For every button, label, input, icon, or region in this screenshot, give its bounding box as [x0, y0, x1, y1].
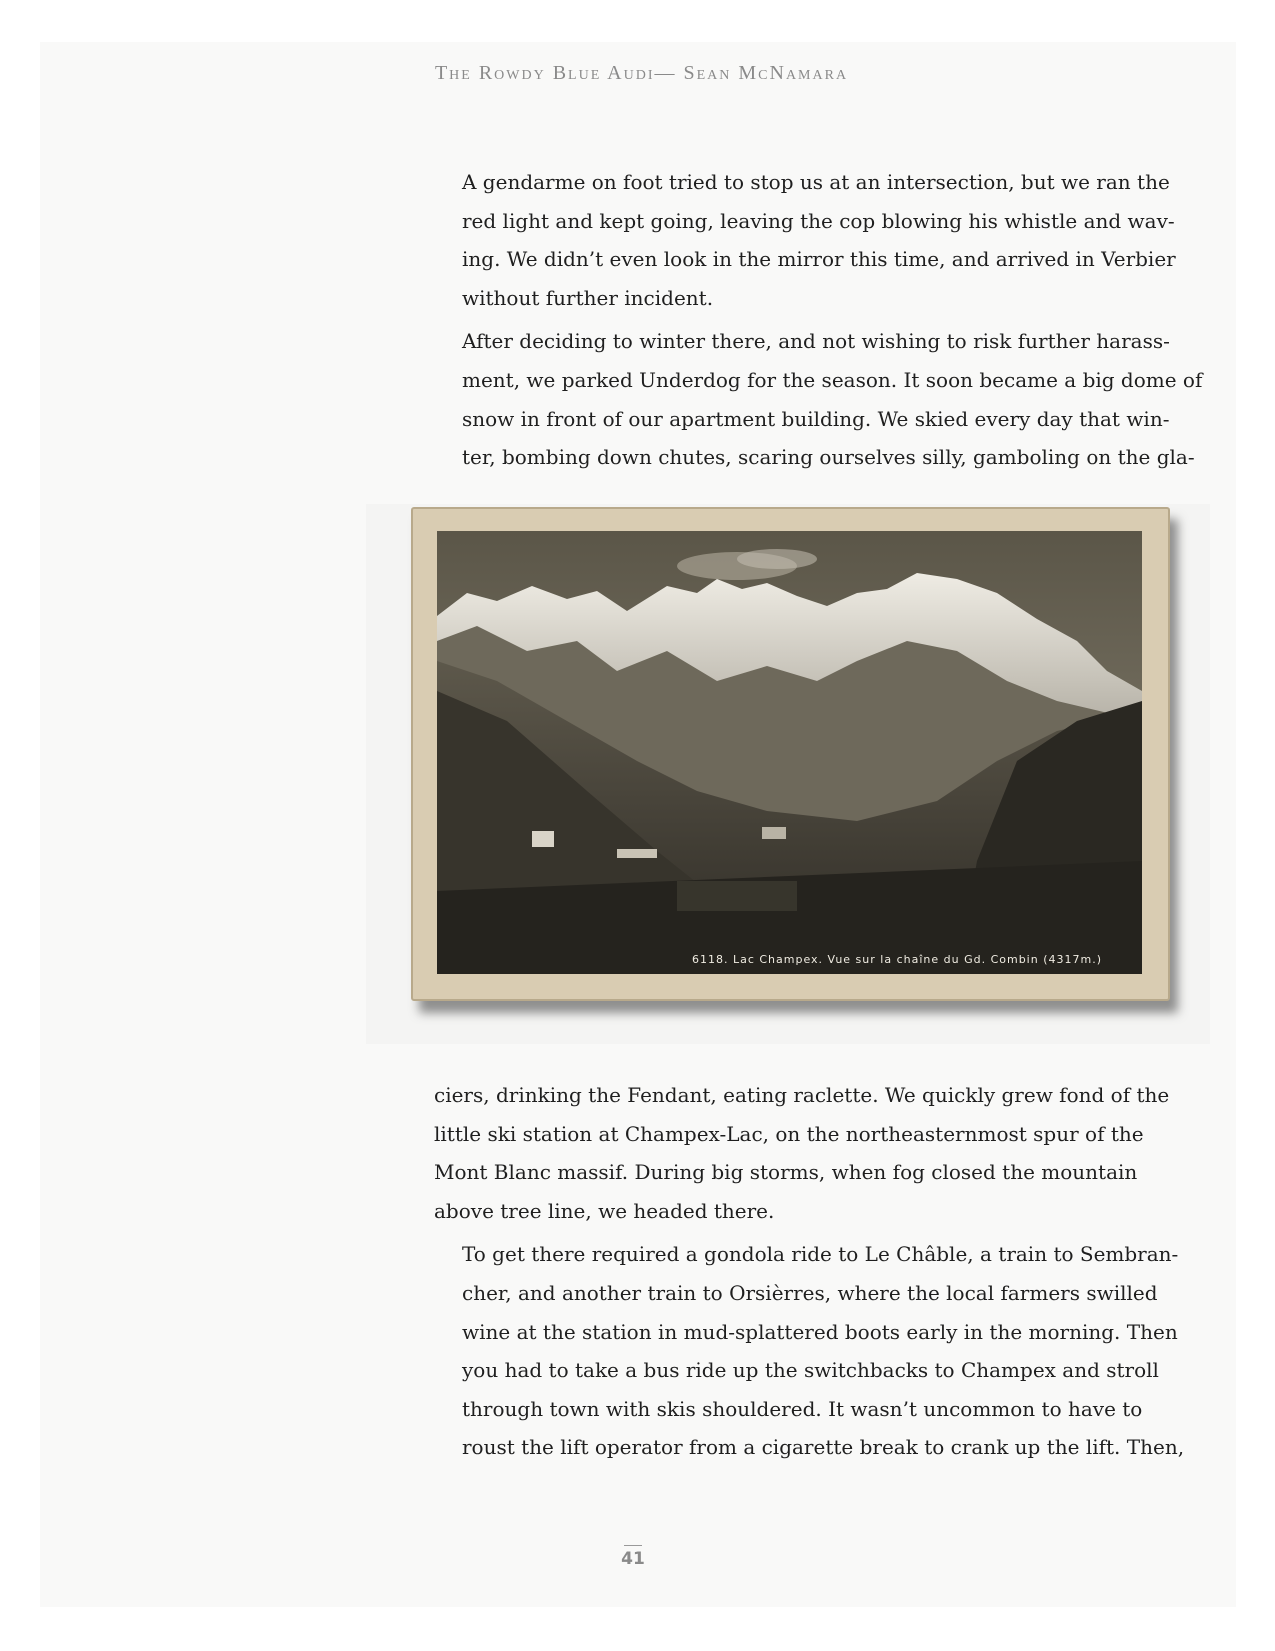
text-line: red light and kept going, leaving the cop blowing his whistle and wav- — [462, 208, 1175, 233]
text-line: A gendarme on foot tried to stop us at an intersection, but we ran the — [462, 170, 1170, 194]
text-line: To get there required a gondola ride to Le Châble, a train to Sembran- — [462, 1242, 1179, 1267]
text-line: After deciding to winter there, and not wishing to risk further harass- — [462, 329, 1170, 354]
paragraph — [434, 1076, 1179, 1230]
text-line: ter, bombing down chutes, scaring ourselves silly, gamboling on the gla- — [462, 445, 1195, 470]
postcard-figure — [366, 504, 1210, 1044]
mountain-photo-drawing — [437, 531, 1142, 974]
text-line: roust the lift operator from a cigarette break to crank up the lift. Then, — [462, 1435, 1185, 1460]
text-line: you had to take a bus ride up the switchbacks to Champex and stroll — [462, 1358, 1159, 1383]
text-line: without further incident. — [462, 285, 714, 310]
text-line: through town with skis shouldered. It wasn’t uncommon to have to — [462, 1396, 1143, 1421]
body-text-top — [434, 163, 1203, 482]
text-line: snow in front of our apartment building. We skied every day that win- — [462, 406, 1170, 431]
text-line: wine at the station in mud-splattered boots early in the morning. Then — [462, 1319, 1178, 1344]
folio-rule — [624, 1545, 642, 1546]
text-line: ment, we parked Underdog for the season. It soon became a big dome of — [462, 367, 1203, 392]
paragraph — [434, 163, 1179, 317]
text-line: little ski station at Champex-Lac, on the northeasternmost spur of the — [434, 1121, 1144, 1146]
text-line: ciers, drinking the Fendant, eating raclette. We quickly grew fond of the — [434, 1083, 1170, 1107]
body-text-bottom — [434, 1076, 1185, 1472]
page-number: 41 — [621, 1549, 645, 1569]
paragraph — [434, 1235, 1185, 1467]
text-line: ing. We didn’t even look in the mirror this time, and arrived in Verbier — [462, 247, 1176, 272]
text-line: above tree line, we headed there. — [434, 1198, 775, 1223]
postcard — [411, 507, 1170, 1001]
paragraph — [434, 322, 1203, 476]
postcard-caption: 6118. Lac Champex. Vue sur la chaîne du Gd. Combin (4317m.) — [691, 953, 1102, 966]
text-line: cher, and another train to Orsièrres, where the local farmers swilled — [462, 1280, 1158, 1305]
running-head: The Rowdy Blue Audi— Sean McNamara — [434, 62, 849, 84]
text-line: Mont Blanc massif. During big storms, when fog closed the mountain — [434, 1160, 1138, 1185]
mountain-photo — [437, 531, 1142, 974]
